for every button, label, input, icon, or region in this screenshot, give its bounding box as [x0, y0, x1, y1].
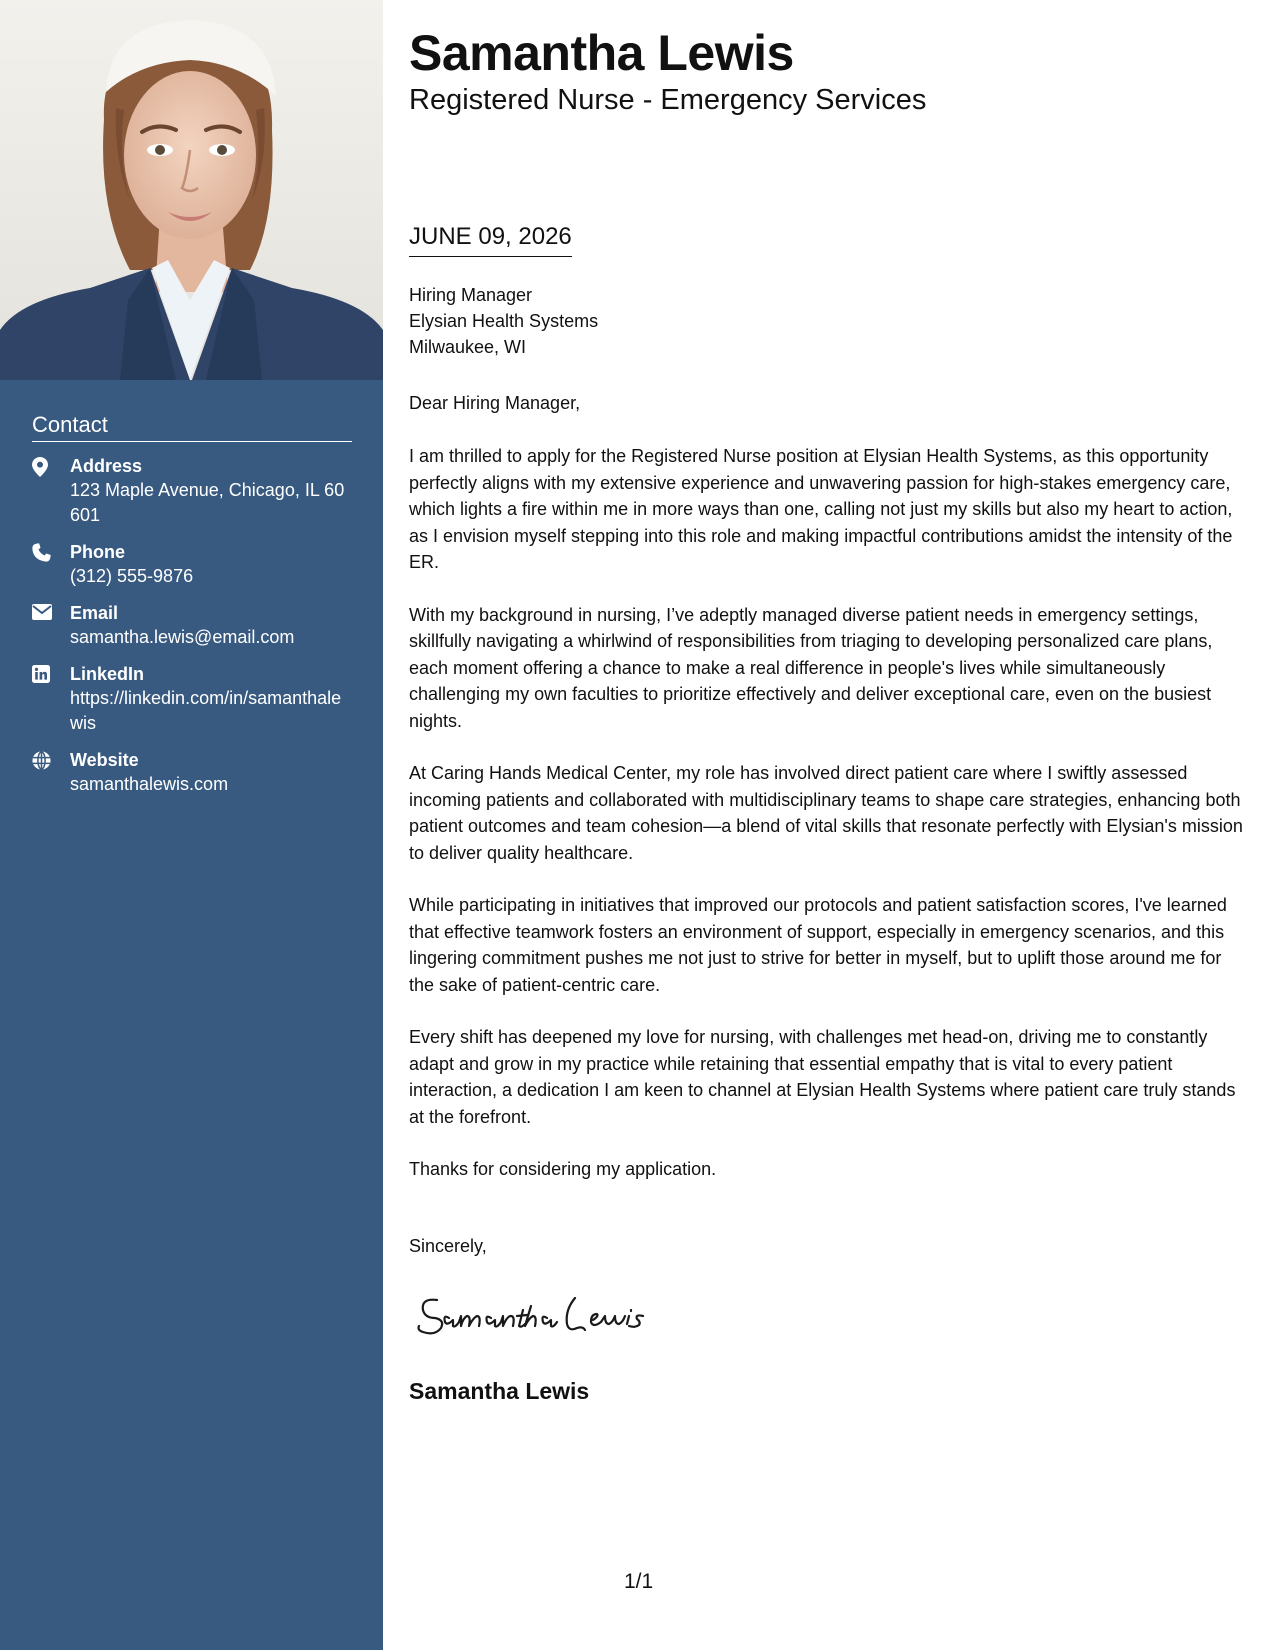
contact-email	[32, 601, 352, 650]
contact-linkedin	[32, 662, 352, 736]
contact-website	[32, 748, 352, 797]
email-value[interactable]: samantha.lewis@email.com	[70, 627, 295, 647]
envelope-icon	[32, 601, 70, 620]
page-number: 1/1	[624, 1570, 654, 1593]
linkedin-icon	[32, 662, 70, 683]
contact-heading: Contact	[32, 412, 352, 442]
body-paragraph: While participating in initiatives that improved our protocols and patient satisfaction scores, I've learned that effective teamwork fosters an environment of support, especially in emergency scenarios, and this lingering commitment pushes me not just to strive for better in myself, but to uplift those around me for the sake of patient-centric care.	[409, 895, 1227, 995]
contact-phone	[32, 540, 352, 589]
applicant-name: Samantha Lewis	[409, 25, 794, 81]
recipient-block	[409, 282, 598, 360]
recipient-line: Milwaukee, WI	[409, 337, 527, 357]
body-paragraph: With my background in nursing, I’ve adeptly managed diverse patient needs in emergency settings, skillfully navigating a whirlwind of responsibilities from triaging to developing personalized care plans, each moment offering a chance to make a real difference in people's lives while simultaneously challenging my own faculties to prioritize effectively and deliver exceptional care, even on the busiest nights.	[409, 604, 1213, 731]
profile-photo	[0, 0, 383, 380]
linkedin-value[interactable]: https://linkedin.com/in/samanthalewis	[70, 688, 342, 733]
website-label: Website	[70, 750, 139, 770]
signer-name: Samantha Lewis	[409, 1378, 590, 1404]
applicant-title: Registered Nurse - Emergency Services	[409, 84, 927, 116]
body-paragraph: I am thrilled to apply for the Registered Nurse position at Elysian Health Systems, as this opportunity perfectly aligns with my extensive experience and unwavering passion for high-stakes emergency care, which lights a fire within me in more ways than one, calling not just my skills but also my heart to action, as I envision myself stepping into this role and making impactful contributions amidst the intensity of the ER.	[409, 446, 1233, 572]
body-paragraph: At Caring Hands Medical Center, my role has involved direct patient care where I swiftly assessed incoming patients and collaborated with multidisciplinary teams to shape care strategies, enhancing both patient outcomes and team cohesion—a blend of vital skills that resonate perfectly with Elysian's mission to deliver quality healthcare.	[409, 763, 1243, 863]
linkedin-label: LinkedIn	[70, 664, 145, 684]
body-paragraph: Every shift has deepened my love for nursing, with challenges met head-on, driving me to constantly adapt and grow in my practice while retaining that essential empathy that is vital to every patient interaction, a dedication I am keen to channel at Elysian Health Systems where patient care truly stands at the forefront.	[409, 1027, 1236, 1127]
sidebar	[0, 0, 383, 1650]
website-value[interactable]: samanthalewis.com	[70, 774, 229, 794]
recipient-line: Hiring Manager	[409, 285, 533, 305]
handwritten-signature	[415, 1288, 665, 1343]
globe-icon	[32, 748, 70, 770]
salutation: Dear Hiring Manager,	[409, 393, 581, 413]
address-label: Address	[70, 456, 143, 476]
email-label: Email	[70, 603, 119, 623]
map-pin-icon	[32, 454, 70, 477]
contact-section	[32, 412, 352, 797]
recipient-line: Elysian Health Systems	[409, 311, 599, 331]
letter-body	[409, 443, 1249, 1209]
address-value: 123 Maple Avenue, Chicago, IL 60601	[70, 480, 345, 525]
phone-icon	[32, 540, 70, 562]
letter-date: JUNE 09, 2026	[409, 223, 572, 257]
contact-address	[32, 454, 352, 528]
phone-label: Phone	[70, 542, 126, 562]
body-paragraph: Thanks for considering my application.	[409, 1159, 717, 1179]
phone-value[interactable]: (312) 555-9876	[70, 566, 194, 586]
closing: Sincerely,	[409, 1236, 487, 1256]
